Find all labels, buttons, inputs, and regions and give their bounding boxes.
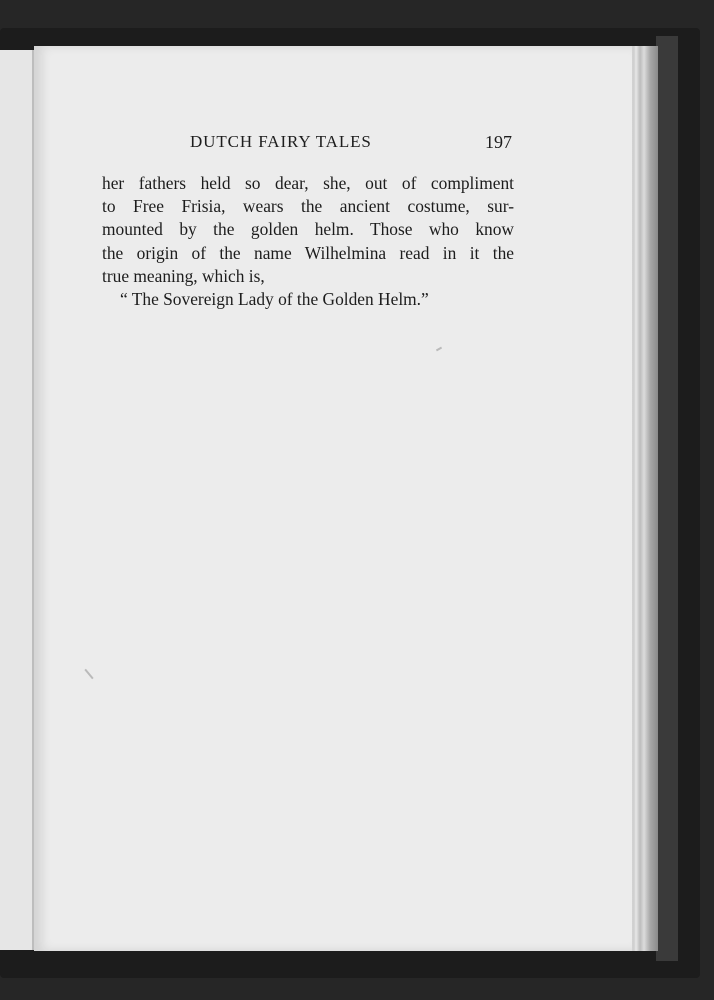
text-line: the origin of the name Wilhelmina read in it the [102, 242, 514, 263]
book-cover-edge [656, 36, 678, 961]
text-line: true meaning, which is, [102, 265, 265, 286]
running-head-title: DUTCH FAIRY TALES [190, 132, 372, 151]
text-line: her fathers held so dear, she, out of compliment [102, 173, 514, 193]
page-stack-edges [628, 46, 658, 951]
text-line: mounted by the golden helm. Those who know [102, 219, 514, 240]
book-page [34, 46, 632, 951]
text-line: to Free Frisia, wears the ancient costume, sur- [102, 196, 514, 217]
paper-speck [84, 669, 93, 679]
running-head [102, 132, 512, 160]
facing-page-edge [0, 50, 34, 950]
paper-speck [436, 347, 442, 352]
page-number: 197 [485, 132, 512, 152]
body-text [102, 172, 514, 311]
quote-line: “ The Sovereign Lady of the Golden Helm.” [120, 289, 429, 310]
